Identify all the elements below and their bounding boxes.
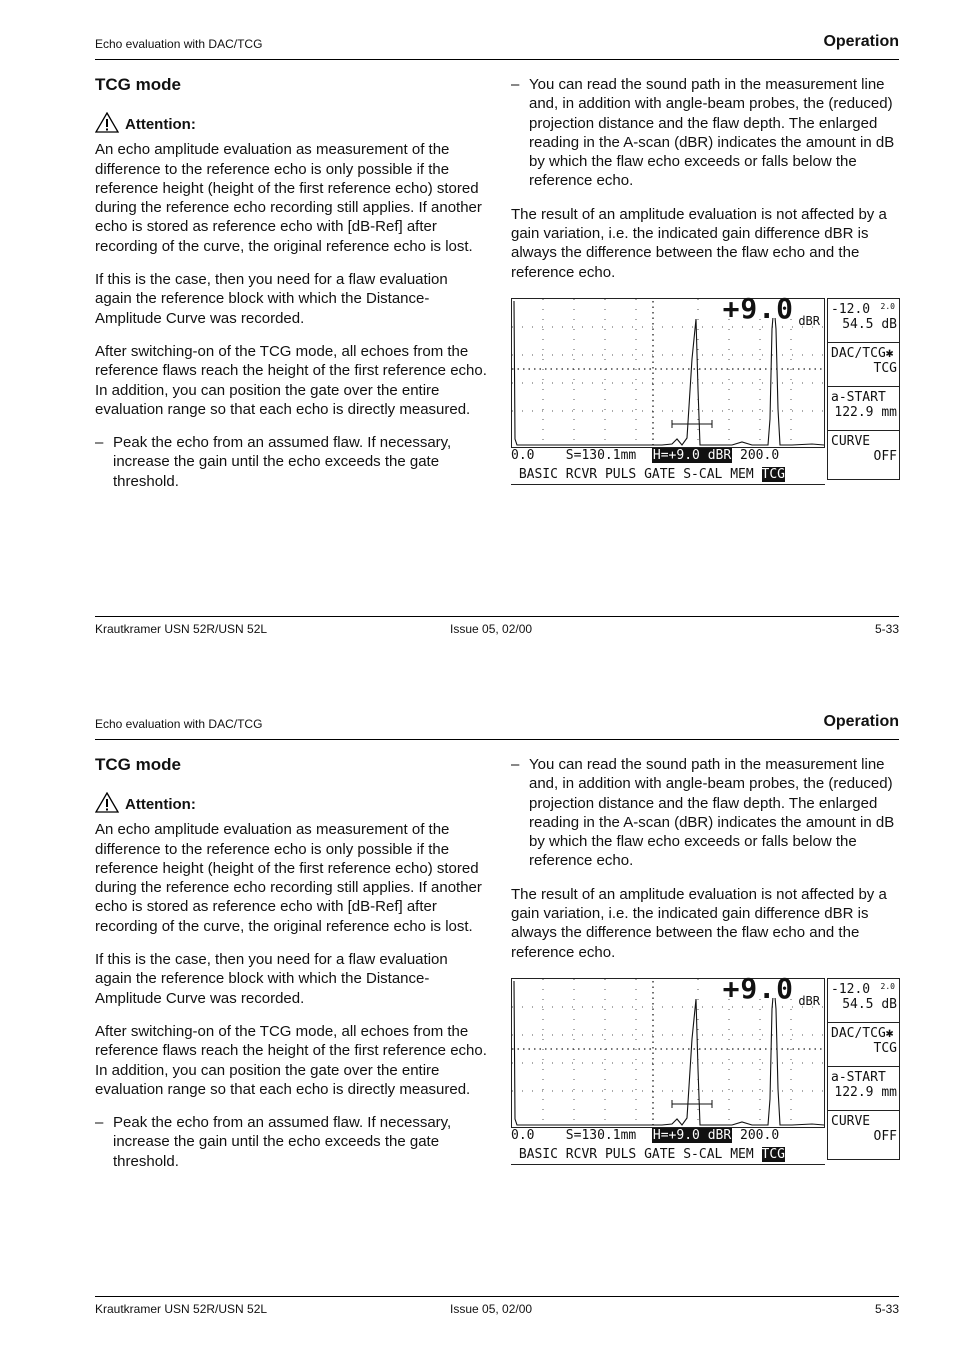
- list-item: – You can read the sound path in the measurement line and, in addition with angle-beam probes, the (reduced) projection distance and the flaw depth. The enlarged reading in the A-scan (dBR) indicates the amount in dB by which the flaw echo exceeds or falls below the reference echo.: [511, 756, 895, 870]
- section-heading: TCG mode: [95, 75, 181, 94]
- gain-step: 2.0: [880, 301, 895, 311]
- paragraph: After switching-on of the TCG mode, all echoes from the reference flaws reach the height of the first reference echo. In addition, you can position the gate over the entire evaluation range so that each echo is directly measured.: [95, 1022, 487, 1098]
- dash-bullet: –: [95, 1114, 104, 1132]
- section-title: Echo evaluation with DAC/TCG: [95, 717, 263, 731]
- menu-mem[interactable]: MEM: [730, 1146, 754, 1162]
- attention-label: Attention:: [125, 796, 196, 814]
- left-column: [95, 75, 487, 505]
- side-field-curve[interactable]: CURVE OFF: [831, 433, 897, 464]
- menu-puls[interactable]: PULS: [604, 1146, 637, 1162]
- menu-gate[interactable]: GATE: [644, 1146, 676, 1162]
- menu-rcvr[interactable]: RCVR: [565, 1146, 598, 1162]
- dbr-unit: dBR: [798, 313, 820, 328]
- side-field-dac-tcg[interactable]: DAC/TCG✱ TCG: [828, 1023, 899, 1067]
- paragraph: An echo amplitude evaluation as measurement of the difference to the reference echo is only possible if the reference height (height of the first reference echo) stored during the reference echo recording still applies. If another echo is stored as reference echo with [dB-Ref] after recording of the curve, the original reference echo is lost.: [95, 141, 482, 255]
- side-field-curve[interactable]: CURVE OFF: [831, 1113, 897, 1144]
- attention-label: Attention:: [125, 116, 196, 134]
- dbr-reading: +9.0: [722, 291, 794, 325]
- footer-rule: [95, 616, 899, 617]
- manual-page: [0, 0, 954, 675]
- menu-puls[interactable]: PULS: [604, 466, 637, 482]
- page-number: 5-33: [874, 622, 899, 636]
- side-field-gain[interactable]: -12.0 54.5 dB: [828, 979, 899, 1023]
- footer-model: Krautkramer USN 52R/USN 52L: [95, 1302, 268, 1316]
- paragraph: If this is the case, then you need for a flaw evaluation again the reference block with which the Distance-Amplitude Curve was recorded.: [95, 951, 448, 1007]
- right-column: [511, 75, 901, 480]
- footer-model: Krautkramer USN 52R/USN 52L: [95, 622, 268, 636]
- menu-s-cal[interactable]: S-CAL: [683, 1146, 723, 1162]
- gain-step: 2.0: [880, 981, 895, 991]
- footer-rule: [95, 1296, 899, 1297]
- measurement-line: 0.0 S=130.1mm H=+9.0 dBR 200.0: [511, 1127, 780, 1143]
- menu-basic[interactable]: BASIC: [518, 1146, 558, 1162]
- side-field-gain[interactable]: -12.0 54.5 dB: [828, 299, 899, 343]
- menu-bar: [511, 465, 825, 485]
- dash-bullet: –: [511, 76, 520, 93]
- chapter-title: Operation: [823, 33, 899, 50]
- menu-basic[interactable]: BASIC: [518, 466, 558, 482]
- list-item: – You can read the sound path in the measurement line and, in addition with angle-beam probes, the (reduced) projection distance and the flaw depth. The enlarged reading in the A-scan (dBR) indicates the amount in dB by which the flaw echo exceeds or falls below the reference echo.: [511, 76, 895, 190]
- page-number: 5-33: [874, 1302, 899, 1316]
- right-column: [511, 755, 901, 1160]
- dash-bullet: –: [95, 434, 104, 452]
- header-rule: [95, 739, 899, 740]
- warning-icon: [95, 112, 119, 133]
- paragraph: After switching-on of the TCG mode, all echoes from the reference flaws reach the height of the first reference echo. In addition, you can position the gate over the entire evaluation range so that each echo is directly measured.: [95, 342, 487, 418]
- header-rule: [95, 59, 899, 60]
- paragraph: An echo amplitude evaluation as measurement of the difference to the reference echo is only possible if the reference height (height of the first reference echo) stored during the reference echo recording still applies. If another echo is stored as reference echo with [dB-Ref] after recording of the curve, the original reference echo is lost.: [95, 821, 482, 935]
- section-title: Echo evaluation with DAC/TCG: [95, 37, 263, 51]
- menu-gate[interactable]: GATE: [644, 466, 676, 482]
- menu-s-cal[interactable]: S-CAL: [683, 466, 723, 482]
- a-scan-display: [511, 971, 825, 1128]
- attention-note: [95, 112, 487, 133]
- side-panel: [827, 298, 900, 480]
- manual-page: [0, 680, 954, 1355]
- attention-note: [95, 792, 487, 813]
- measurement-line: 0.0 S=130.1mm H=+9.0 dBR 200.0: [511, 447, 780, 463]
- side-panel: [827, 978, 900, 1160]
- footer-issue: Issue 05, 02/00: [450, 1302, 533, 1316]
- a-scan-display: [511, 291, 825, 448]
- paragraph: The result of an amplitude evaluation is not affected by a gain variation, i.e. the indicated gain difference dBR is always the difference between the flaw echo and the reference echo.: [511, 885, 887, 961]
- menu-bar: [511, 1145, 825, 1165]
- menu-rcvr[interactable]: RCVR: [565, 466, 598, 482]
- side-field-a-start[interactable]: a-START 122.9 mm: [828, 387, 899, 431]
- dbr-reading: +9.0: [722, 971, 794, 1005]
- paragraph: If this is the case, then you need for a flaw evaluation again the reference block with which the Distance-Amplitude Curve was recorded.: [95, 271, 448, 327]
- list-item: – Peak the echo from an assumed flaw. If necessary, increase the gain until the echo exceeds the gate threshold.: [95, 1114, 452, 1170]
- list-item: – Peak the echo from an assumed flaw. If necessary, increase the gain until the echo exceeds the gate threshold.: [95, 434, 452, 490]
- device-screen: [511, 971, 900, 1162]
- side-field-dac-tcg[interactable]: DAC/TCG✱ TCG: [828, 343, 899, 387]
- menu-tcg[interactable]: TCG: [761, 1146, 785, 1162]
- menu-tcg[interactable]: TCG: [761, 466, 785, 482]
- paragraph: The result of an amplitude evaluation is not affected by a gain variation, i.e. the indicated gain difference dBR is always the difference between the flaw echo and the reference echo.: [511, 205, 887, 281]
- left-column: [95, 755, 487, 1185]
- warning-icon: [95, 792, 119, 813]
- side-field-a-start[interactable]: a-START 122.9 mm: [828, 1067, 899, 1111]
- footer-issue: Issue 05, 02/00: [450, 622, 533, 636]
- chapter-title: Operation: [823, 713, 899, 730]
- dash-bullet: –: [511, 756, 520, 773]
- menu-mem[interactable]: MEM: [730, 466, 754, 482]
- device-screen: [511, 291, 900, 482]
- dbr-unit: dBR: [798, 993, 820, 1008]
- section-heading: TCG mode: [95, 755, 181, 774]
